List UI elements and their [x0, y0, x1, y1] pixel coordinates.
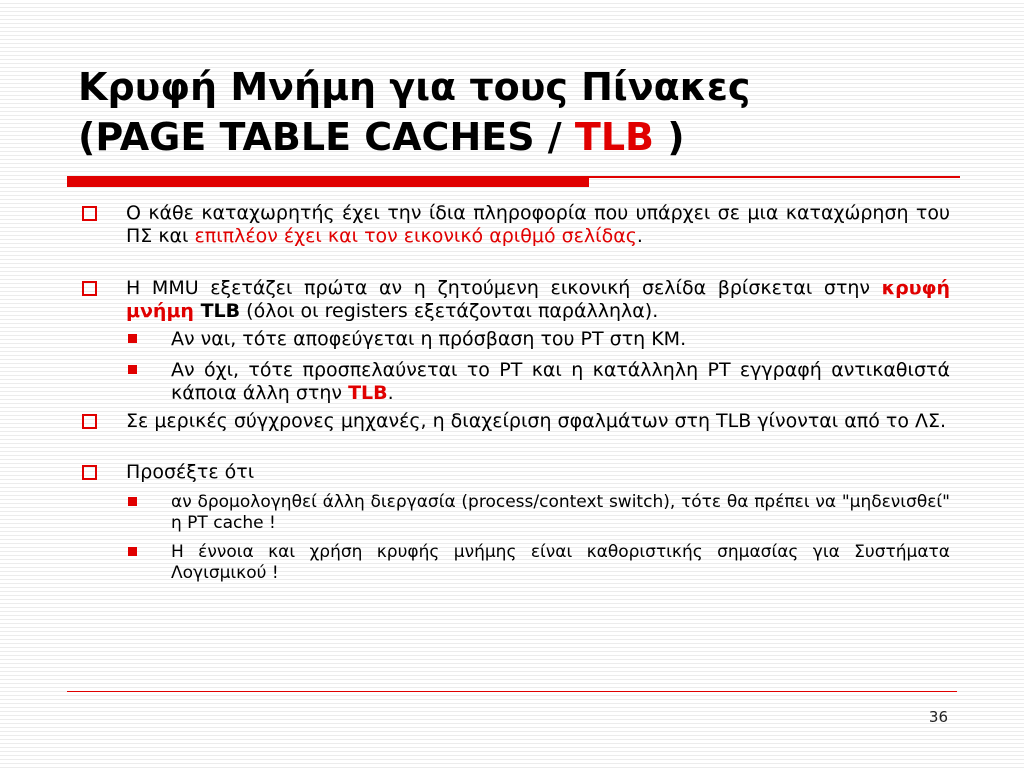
bullet-text-end: (όλοι οι registers εξετάζονται παράλληλα). [240, 300, 659, 322]
title-line-2-suffix: ) [654, 115, 685, 159]
sub-bullet-cache-importance [126, 542, 950, 584]
sub-bullet-text: Η έννοια και χρήση κρυφής μνήμης είναι καθοριστικής σημασίας για Συστήματα Λογισμικού ! [171, 542, 950, 583]
bullet-text: Προσέξτε ότι [126, 461, 255, 483]
hollow-square-icon [82, 414, 97, 429]
footer-rule [67, 691, 957, 692]
bullet-bold-tlb: TLB [193, 300, 241, 322]
sub-bullet-miss [126, 359, 950, 405]
bullet-tlb-registers [82, 202, 950, 248]
bullet-text: Σε μερικές σύγχρονες μηχανές, η διαχείριση σφαλμάτων στη TLB γίνονται από το ΛΣ. [126, 410, 947, 432]
sub-bullet-text: αν δρομολογηθεί άλλη διεργασία (process/context switch), τότε θα πρέπει να "μηδενισθεί" η PT cache ! [171, 492, 950, 533]
title-underline-thick [67, 176, 589, 187]
filled-square-icon [128, 365, 137, 374]
bullet-text-end: . [636, 225, 643, 247]
bullet-highlight: κρυφή μνήμη [126, 277, 950, 322]
filled-square-icon [128, 547, 137, 556]
filled-square-icon [128, 497, 137, 506]
filled-square-icon [128, 334, 137, 343]
title-underline-thin [589, 176, 960, 178]
sub-bullet-text-end: . [387, 382, 394, 404]
hollow-square-icon [82, 206, 97, 221]
slide-title [78, 62, 978, 162]
bullet-os-handling [82, 410, 950, 433]
bullet-text: Η MMU εξετάζει πρώτα αν η ζητούμενη εικονική σελίδα βρίσκεται στην [126, 277, 882, 299]
slide-body [82, 202, 950, 584]
sub-bullet-highlight: TLB [348, 382, 388, 404]
title-line-2-prefix: (PAGE TABLE CACHES / [78, 115, 575, 159]
hollow-square-icon [82, 465, 97, 480]
bullet-mmu-lookup [82, 277, 950, 323]
sub-bullet-context-switch [126, 492, 950, 534]
page-number: 36 [928, 708, 948, 726]
sub-bullet-text: Αν ναι, τότε αποφεύγεται η πρόσβαση του PT στη ΚΜ. [171, 328, 687, 350]
title-tlb-highlight: TLB [574, 115, 655, 159]
bullet-notice [82, 461, 950, 484]
sub-bullet-hit [126, 328, 950, 351]
title-line-2 [78, 112, 978, 162]
bullet-highlight: επιπλέον έχει και τον εικονικό αριθμό σελίδας [194, 225, 637, 247]
bullet-text: Ο κάθε καταχωρητής έχει την ίδια πληροφορία που υπάρχει σε μια καταχώρηση του ΠΣ και [126, 202, 950, 247]
sub-bullet-text: Αν όχι, τότε προσπελαύνεται το PT και η κατάλληλη PT εγγραφή αντικαθιστά κάποια άλλη στην [171, 359, 950, 404]
title-line-1: Κρυφή Μνήμη για τους Πίνακες [78, 65, 751, 109]
hollow-square-icon [82, 281, 97, 296]
